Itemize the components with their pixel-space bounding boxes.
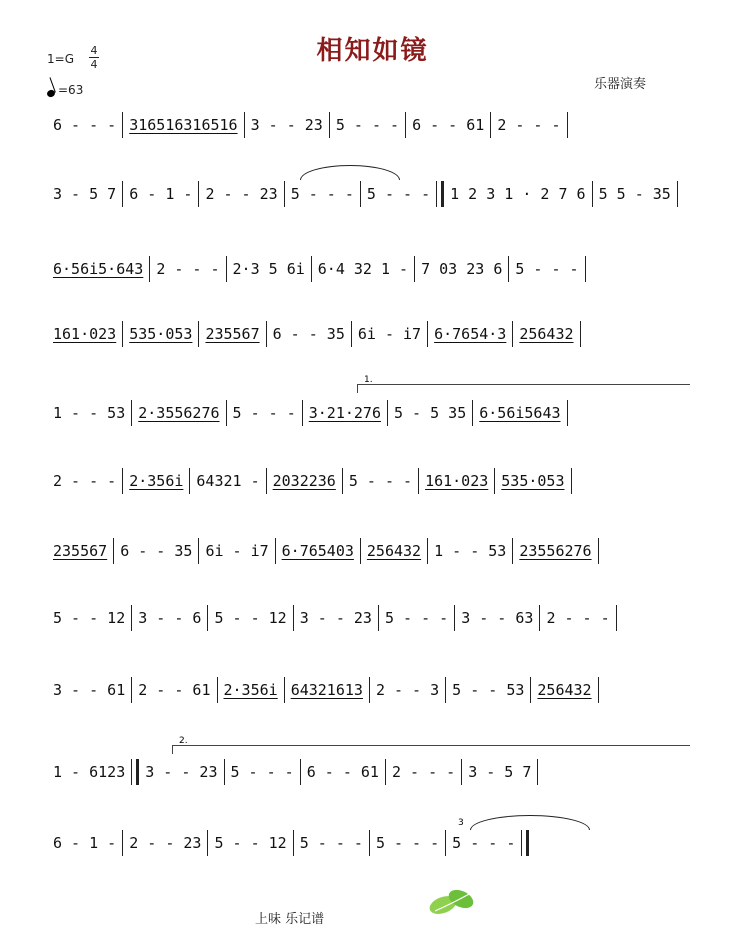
measure: 6i - i7	[357, 325, 422, 343]
measure: 5 - - -	[375, 834, 440, 852]
song-title: 相知如镜	[316, 36, 429, 66]
measure: 5 - - 12	[53, 609, 126, 627]
measure: 2 - - -	[156, 260, 220, 278]
measure: 6·56i5·643	[53, 260, 144, 278]
key-signature: 1=G	[47, 52, 74, 66]
measure: 5 - - -	[348, 472, 413, 490]
measure: 5 5 - 35	[598, 185, 671, 203]
measure: 3 - 5 7	[53, 185, 117, 203]
ending-label: 2.	[179, 736, 188, 746]
measure: 6·7654·3	[434, 325, 507, 343]
measure: 3 - - 23	[250, 116, 323, 134]
measure: 5 - 5 35	[394, 404, 467, 422]
measure: 5 - - -	[366, 185, 431, 203]
measure: 2 - - 23	[129, 834, 202, 852]
barline	[571, 468, 572, 494]
measure: 2 - - -	[391, 763, 456, 781]
measure: 2·356i	[129, 472, 184, 490]
measure: 256432	[366, 542, 422, 560]
score-row	[47, 676, 693, 704]
second-ending-bracket	[172, 736, 690, 754]
score-row	[47, 111, 693, 139]
measure: 6 - - 61	[306, 763, 379, 781]
barline	[598, 538, 599, 564]
measure: 256432	[537, 681, 592, 699]
tempo-value: =63	[58, 83, 84, 97]
ending-label: 1.	[364, 375, 373, 385]
leaf-logo-icon	[425, 885, 479, 919]
score-row	[47, 399, 693, 427]
measure: 2 - - 23	[205, 185, 278, 203]
final-barline	[521, 830, 529, 856]
measure: 3 - - 6	[138, 609, 202, 627]
measure: 6i - i7	[205, 542, 269, 560]
measure: 1 - - 53	[53, 404, 126, 422]
measure: 2 - - 3	[375, 681, 440, 699]
repeat-start-barline	[436, 181, 444, 207]
repeat-end-barline	[131, 759, 139, 785]
measure: 2 - - -	[546, 609, 610, 627]
measure: 64321 -	[196, 472, 260, 490]
score-row	[47, 320, 693, 348]
measure: 256432	[519, 325, 574, 343]
meter-bottom: 4	[90, 58, 98, 71]
measure: 6 - - -	[53, 116, 117, 134]
measure: 5 - - 12	[214, 609, 287, 627]
barline	[537, 759, 538, 785]
measure: 5 - - -	[299, 834, 363, 852]
measure: 6·56i5643	[479, 404, 561, 422]
barline	[677, 181, 678, 207]
barline	[616, 605, 617, 631]
quarter-note-icon	[46, 89, 56, 98]
measure: 6 - - 35	[272, 325, 345, 343]
measure: 6·4 32 1 -	[317, 260, 409, 278]
measure: 3 - - 23	[299, 609, 372, 627]
measure: 1 2 3 1 · 2 7 6	[450, 185, 586, 203]
measure: 5 - - -	[384, 609, 449, 627]
measure: 535·053	[501, 472, 565, 490]
measure: 2032236	[272, 472, 336, 490]
time-signature	[89, 44, 99, 71]
measure: 6 - - 35	[120, 542, 193, 560]
score-row	[47, 758, 693, 786]
barline	[585, 256, 586, 282]
footer-credit: 上味 乐记谱	[255, 912, 325, 927]
measure: 3 - - 61	[53, 681, 126, 699]
measure: 2 - - -	[497, 116, 561, 134]
performer-label: 乐器演奏	[594, 77, 647, 92]
measure: 5 - - 53	[452, 681, 525, 699]
measure: 6 - 1 -	[53, 834, 117, 852]
measure: 3 - 5 7	[468, 763, 532, 781]
measure: 2·356i	[223, 681, 278, 699]
measure: 1 - 6123	[53, 763, 126, 781]
measure: 5 - - -	[515, 260, 579, 278]
barline	[567, 112, 568, 138]
measure: 6 - - 61	[412, 116, 485, 134]
measure: 535·053	[129, 325, 193, 343]
score-row	[47, 255, 693, 283]
measure: 23556276	[519, 542, 592, 560]
measure: 5 - - 12	[214, 834, 287, 852]
measure: 3·21·276	[308, 404, 381, 422]
measure: 64321613	[290, 681, 363, 699]
measure: 5 - - -	[232, 404, 296, 422]
measure: 5 - - -	[230, 763, 294, 781]
measure: 2·3 5 6i	[232, 260, 305, 278]
tempo-marking	[47, 83, 83, 97]
measure: 5 - - -	[290, 185, 354, 203]
measure: 7 03 23 6	[421, 260, 503, 278]
score-row	[47, 829, 693, 857]
measure: 161·023	[53, 325, 117, 343]
measure: 3 - - 63	[461, 609, 534, 627]
score-row	[47, 467, 693, 495]
measure: 2 - - 61	[138, 681, 211, 699]
measure: 2·3556276	[138, 404, 220, 422]
first-ending-bracket	[357, 375, 690, 393]
score-row	[47, 180, 693, 208]
score-row	[47, 537, 693, 565]
measure: 316516316516	[129, 116, 238, 134]
barline	[580, 321, 581, 347]
measure: 5 - - -	[335, 116, 400, 134]
measure: 6·765403	[281, 542, 354, 560]
barline	[598, 677, 599, 703]
measure: 235567	[205, 325, 260, 343]
triplet-mark: 3	[458, 818, 464, 828]
measure: 1 - - 53	[434, 542, 507, 560]
measure: 2 - - -	[53, 472, 117, 490]
meter-top: 4	[90, 44, 98, 57]
measure: 161·023	[425, 472, 489, 490]
measure: 6 - 1 -	[129, 185, 193, 203]
barline	[567, 400, 568, 426]
measure: 235567	[53, 542, 108, 560]
measure: 5 - - -	[452, 834, 516, 852]
score-row	[47, 604, 693, 632]
measure: 3 - - 23	[145, 763, 218, 781]
